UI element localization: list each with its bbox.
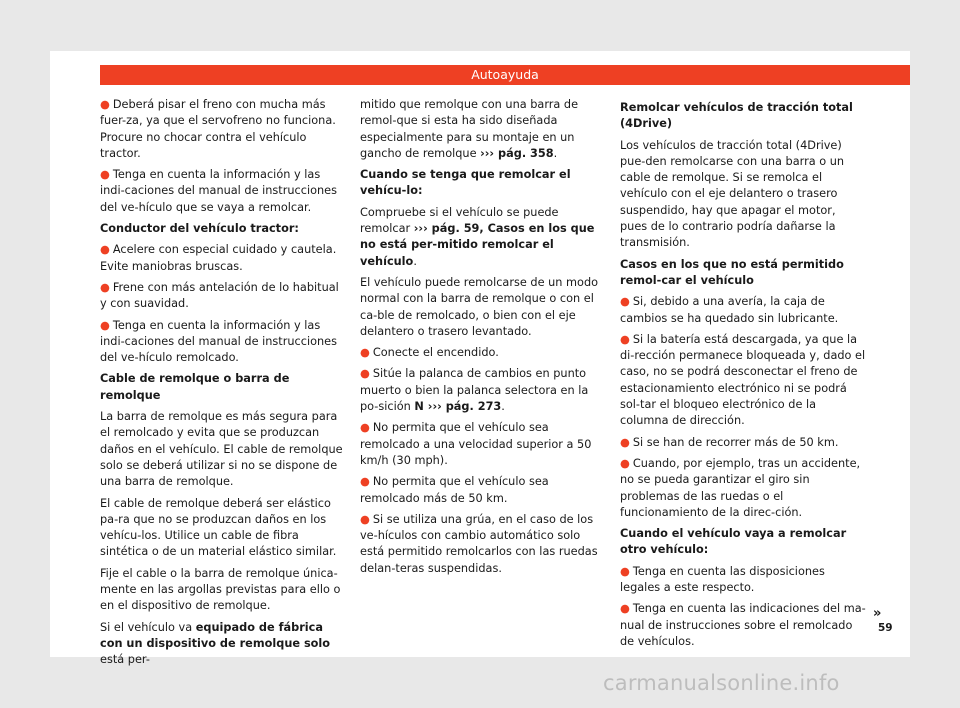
bullet-icon: ●: [620, 295, 630, 309]
section-heading: Conductor del vehículo tractor:: [100, 222, 299, 236]
bullet-item: ● Acelere con especial cuidado y cautela. Evite maniobras bruscas.: [100, 243, 337, 273]
bullet-icon: ●: [620, 332, 630, 346]
bullet-item: ● Si, debido a una avería, la caja de cambios se ha quedado sin lubricante.: [620, 295, 839, 325]
bullet-icon: ●: [620, 602, 630, 616]
bullet-icon: ●: [100, 168, 110, 182]
bullet-item: ● Frene con más antelación de lo habitual y con suavidad.: [100, 280, 339, 311]
bullet-item: ● Si se han de recorrer más de 50 km.: [620, 435, 839, 449]
bullet-item: ● No permita que el vehículo sea remolcado a una velocidad superior a 50 km/h (30 mph).: [360, 421, 592, 467]
paragraph: Compruebe si el vehículo se puede remolcar ››› pág. 59, Casos en los que no está per-mitido remolcar el vehículo.: [360, 205, 595, 268]
bullet-icon: ●: [620, 435, 630, 449]
bullet-item: ● Si se utiliza una grúa, en el caso de los ve-hículos con cambio automático solo está permitido remolcarlos con las ruedas delan-teras suspendidas.: [360, 512, 598, 575]
section-heading: Cuando se tenga que remolcar el vehícu-lo:: [360, 168, 571, 198]
page-reference-link[interactable]: ››› pág. 358: [480, 146, 554, 160]
watermark: carmanualsonline.info: [603, 671, 840, 695]
section-header: [100, 65, 910, 85]
page-reference-link[interactable]: N ››› pág. 273: [414, 400, 502, 414]
bullet-icon: ●: [100, 318, 110, 332]
bullet-item: ● Tenga en cuenta las indicaciones del ma-nual de instrucciones sobre el remolcado de vehículos.: [620, 602, 866, 648]
bullet-item: ● Deberá pisar el freno con mucha más fuer-za, ya que el servofreno no funciona. Procure no chocar contra el vehículo tractor.: [100, 98, 336, 160]
section-title: Autoayuda: [471, 67, 539, 82]
bullet-item: ● Sitúe la palanca de cambios en punto muerto o bien la palanca selectora en la po-sición N ››› pág. 273.: [360, 367, 589, 414]
bullet-icon: ●: [100, 280, 110, 294]
paragraph: El vehículo puede remolcarse de un modo normal con la barra de remolque o con el ca-ble de remolcado, o bien con el eje delantero o trasero levantado.: [360, 275, 599, 338]
section-heading: Cable de remolque o barra de remolque: [100, 372, 290, 402]
bullet-item: ● Tenga en cuenta la información y las indi-caciones del manual de instrucciones del ve-hículo remolcado.: [100, 318, 338, 365]
text-column-2: [360, 97, 604, 582]
bullet-icon: ●: [360, 346, 370, 360]
bullet-item: ● Tenga en cuenta la información y las indi-caciones del manual de instrucciones del ve-hículo que se vaya a remolcar.: [100, 168, 338, 214]
bullet-icon: ●: [620, 456, 630, 470]
page-reference-link[interactable]: ››› pág. 59, Casos en los que no está per-mitido remolcar el vehículo: [360, 222, 595, 268]
bullet-item: ● Cuando, por ejemplo, tras un accidente, no se pueda garantizar el giro sin problemas de las ruedas o el funcionamiento de la direc-ción.: [620, 456, 861, 519]
section-heading: Cuando el vehículo vaya a remolcar otro vehículo:: [620, 527, 847, 557]
bullet-icon: ●: [360, 421, 370, 435]
paragraph: El cable de remolque deberá ser elástico pa-ra que no se produzcan daños en los vehícu-los. Utilice un cable de fibra sintética o de un material elástico similar.: [100, 496, 337, 559]
paragraph: Los vehículos de tracción total (4Drive) pue-den remolcarse con una barra o un cable de remolque. Si se remolca el vehículo con el eje delantero o trasero suspendido, hay que apagar el motor, pues de lo contrario podría dañarse la transmisión.: [620, 138, 845, 250]
bullet-icon: ●: [360, 475, 370, 489]
continue-mark: »: [873, 606, 882, 621]
bullet-item: ● No permita que el vehículo sea remolcado más de 50 km.: [360, 475, 549, 505]
paragraph: mitido que remolque con una barra de remol-que si esta ha sido diseñada especialmente para su montaje en un gancho de remolque ››› pág. 358.: [360, 98, 579, 160]
bullet-item: ● Conecte el encendido.: [360, 346, 499, 360]
section-heading: Casos en los que no está permitido remol-car el vehículo: [620, 257, 844, 287]
bullet-icon: ●: [620, 564, 630, 578]
text-column-3: [620, 97, 866, 655]
section-heading: Remolcar vehículos de tracción total (4Drive): [620, 101, 853, 131]
bullet-icon: ●: [100, 243, 110, 257]
text-column-1: [100, 97, 344, 674]
bullet-icon: ●: [100, 98, 110, 111]
bullet-item: ● Tenga en cuenta las disposiciones legales a este respecto.: [620, 564, 825, 595]
bullet-icon: ●: [360, 367, 370, 381]
bullet-icon: ●: [360, 512, 370, 526]
page-number: 59: [878, 622, 893, 634]
document-page: [50, 51, 910, 667]
paragraph: Fije el cable o la barra de remolque única-mente en las argollas previstas para ello o en el dispositivo de remolque.: [100, 566, 341, 613]
paragraph: La barra de remolque es más segura para el remolcado y evita que se produzcan daños en el vehículo. El cable de remolque solo se deberá utilizar si no se dispone de una barra de remolque.: [100, 410, 343, 489]
paragraph: Si el vehículo va equipado de fábrica con un dispositivo de remolque solo está per-: [100, 620, 331, 667]
bullet-item: ● Si la batería está descargada, ya que la di-rección permanece bloqueada y, dado el caso, no se podrá desconectar el freno de estacionamiento electrónico ni se podrá sol-tar el bloqueo electrónico de la columna de dirección.: [620, 332, 866, 428]
